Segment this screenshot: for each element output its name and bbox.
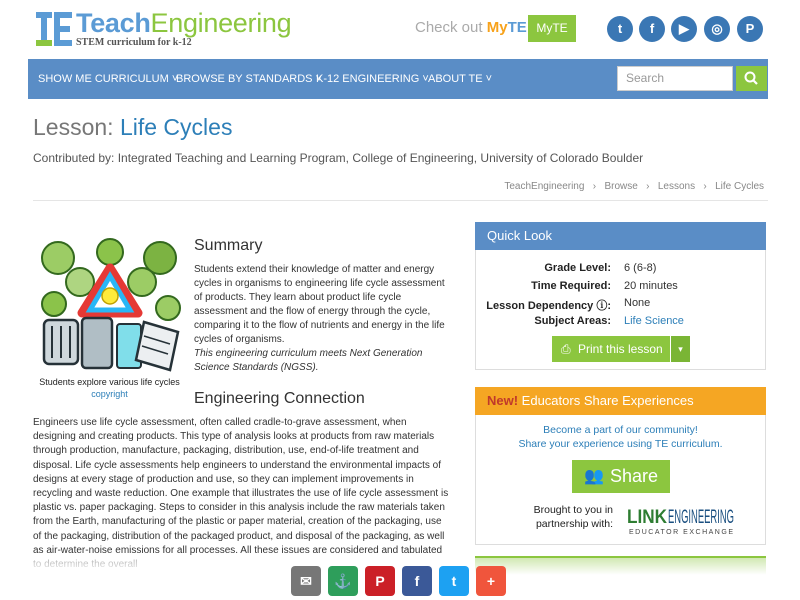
ngss-note: This engineering curriculum meets Next Generation Science Standards (NGSS).: [194, 348, 423, 373]
lesson-name: Life Cycles: [119, 114, 233, 140]
educators-share-heading: [475, 387, 766, 415]
link-engineering-logo[interactable]: [627, 503, 737, 537]
image-caption: Students explore various life cycles: [39, 377, 180, 387]
users-icon: 👥: [584, 468, 604, 485]
time-required-value: 20 minutes: [624, 280, 678, 292]
lesson-prefix: Lesson:: [33, 114, 120, 140]
share-bar-backdrop: [0, 558, 800, 600]
engineering-connection-heading: Engineering Connection: [194, 390, 365, 407]
divider: [33, 200, 768, 201]
site-logo-text[interactable]: [76, 8, 291, 38]
svg-text:EDUCATOR EXCHANGE: EDUCATOR EXCHANGE: [629, 529, 733, 536]
breadcrumb-lessons[interactable]: Lessons: [657, 181, 696, 192]
breadcrumb-separator: ›: [587, 181, 602, 192]
brought-to-you-text: Brought to you in partnership with:: [533, 504, 613, 530]
twitter-icon[interactable]: t: [607, 16, 633, 42]
pinterest-icon[interactable]: P: [737, 16, 763, 42]
classroom-icon[interactable]: ⚓: [328, 566, 358, 596]
breadcrumb-separator: ›: [697, 181, 713, 192]
twitter-icon[interactable]: t: [439, 566, 469, 596]
svg-text:ENGINEERING: ENGINEERING: [668, 507, 734, 528]
instagram-icon[interactable]: ◎: [704, 16, 730, 42]
te-logo-icon[interactable]: [36, 12, 72, 46]
subject-area-link[interactable]: Life Science: [624, 315, 684, 327]
nav-browse-by-standards[interactable]: BROWSE BY STANDARDS ˅: [176, 73, 322, 85]
print-options-dropdown[interactable]: ▾: [671, 336, 690, 362]
checkout-te: TE: [507, 19, 527, 36]
print-lesson-button[interactable]: [552, 336, 670, 362]
print-button-label: Print this lesson: [578, 342, 663, 356]
search-button[interactable]: [736, 66, 767, 91]
logo-teach: Teach: [76, 8, 151, 38]
breadcrumb-browse[interactable]: Browse: [604, 181, 638, 192]
checkout-my: My: [486, 19, 508, 36]
lesson-dependency-value: None: [624, 297, 651, 309]
share-button-label: Share: [609, 466, 658, 486]
grade-level-value: 6 (6-8): [624, 262, 657, 274]
engineering-connection-text: Engineers use life cycle assessment, often called cradle-to-grave assessment, when designing and creating products. This type of analysis looks at products from raw materials through production, manufacture, packaging, distribution, use, end-of-life treatment and disposal. Life cycle assessments help engineers to understand the environmental impacts of designs at every stage of production and use, so they can implement improvements in recycling and waste reduction. One example that illustrates the use of life cycle assessment is plastic vs. paper packaging. Steps to consider in this analysis include the raw materials taken from the Earth, manufacturing of the plastic or paper material, creation of the packaging, use of the packaging, distribution of the packaged product, and disposal of the packaging, as well as air-water-noise emissions for all processes. All these issues are considered and tabulated: [33, 417, 449, 556]
logo-engineering: Engineering: [150, 8, 292, 38]
summary-heading: Summary: [194, 237, 263, 254]
breadcrumb: [33, 181, 764, 192]
facebook-icon[interactable]: f: [639, 16, 665, 42]
time-required-label: Time Required:: [531, 280, 611, 292]
image-copyright-link[interactable]: copyright: [91, 389, 128, 399]
facebook-icon[interactable]: f: [402, 566, 432, 596]
breadcrumb-home[interactable]: TeachEngineering: [504, 181, 585, 192]
breadcrumb-separator: ›: [640, 181, 656, 192]
pinterest-icon[interactable]: P: [365, 566, 395, 596]
contributor-line: Contributed by: Integrated Teaching and Learning Program, College of Engineering, University of Colorado Boulder: [33, 151, 644, 165]
printer-icon: ⎙: [561, 342, 571, 356]
nav-k12-engineering[interactable]: K-12 ENGINEERING ˅: [316, 73, 429, 85]
more-icon[interactable]: +: [476, 566, 506, 596]
life-cycles-image[interactable]: [38, 238, 183, 375]
email-icon[interactable]: ✉: [291, 566, 321, 596]
summary-body: Students extend their knowledge of matter and energy cycles in organisms to engineering life cycle assessment of products. They learn about product life cycle assessment and the flow of energy through the cycle, comparing it to the flow of nutrients and energy in the life cycles of organisms.: [194, 264, 445, 345]
community-line[interactable]: Become a part of our community!: [543, 424, 698, 436]
breadcrumb-current: Life Cycles: [715, 181, 764, 192]
share-button[interactable]: [572, 460, 670, 493]
lesson-dependency-label[interactable]: Lesson Dependency ⓘ:: [486, 300, 611, 312]
site-header: [0, 0, 800, 58]
educators-heading-text: Educators Share Experiences: [518, 393, 694, 408]
svg-text:LINK: LINK: [627, 507, 668, 528]
quick-look-heading: Quick Look: [475, 222, 766, 250]
youtube-icon[interactable]: ▶: [671, 16, 697, 42]
myte-button[interactable]: MyTE: [528, 15, 576, 42]
page-title: [33, 114, 232, 141]
new-badge: New!: [487, 393, 519, 408]
nav-about-te[interactable]: ABOUT TE ˅: [428, 73, 493, 85]
share-experience-line[interactable]: Share your experience using TE curriculum.: [518, 438, 723, 450]
nav-show-me-curriculum[interactable]: SHOW ME CURRICULUM ˅: [38, 73, 179, 85]
logo-tagline: STEM curriculum for k-12: [76, 37, 192, 48]
search-icon: [736, 66, 767, 91]
checkout-prefix: Check out: [415, 19, 487, 36]
subject-areas-label: Subject Areas:: [534, 315, 611, 327]
grade-level-label: Grade Level:: [544, 262, 611, 274]
checkout-myte-text[interactable]: [415, 19, 527, 36]
summary-text: [194, 263, 450, 375]
search-input[interactable]: Search: [617, 66, 733, 91]
